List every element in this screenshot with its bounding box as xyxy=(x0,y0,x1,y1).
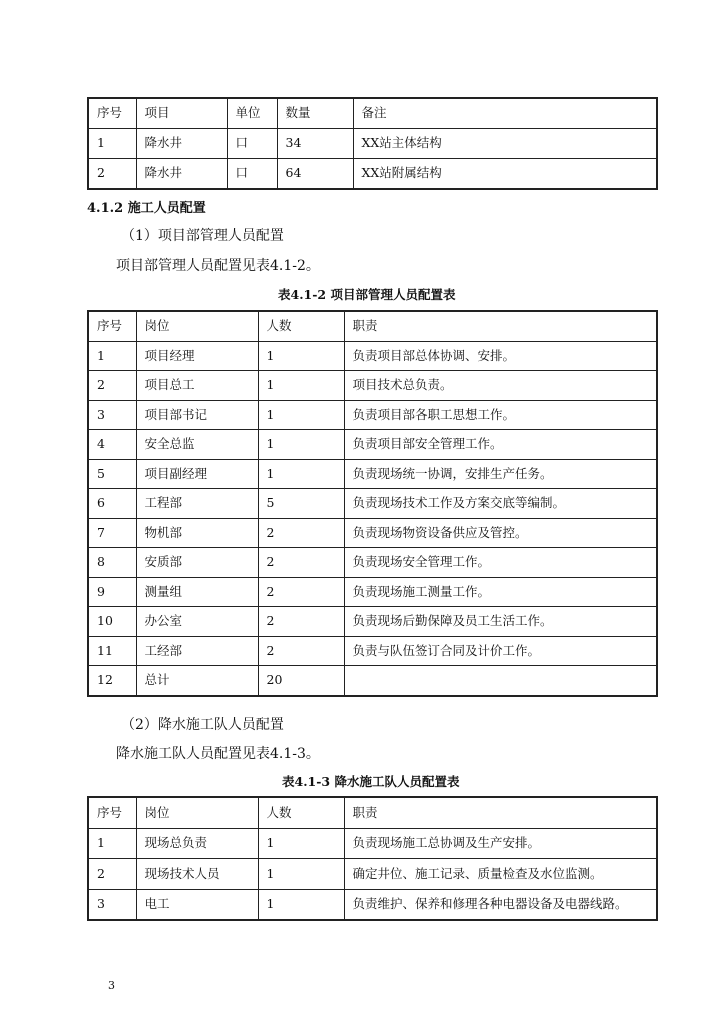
table-cell: 1 xyxy=(88,129,136,159)
table-cell: XX站主体结构 xyxy=(353,129,657,159)
table-row xyxy=(88,636,657,666)
table-cell: 安质部 xyxy=(136,548,258,578)
table-row xyxy=(88,577,657,607)
table-cell: 6 xyxy=(88,489,136,519)
table-cell: 总计 xyxy=(136,666,258,696)
table-cell: 1 xyxy=(258,889,344,920)
table-caption: 表4.1-2 项目部管理人员配置表 xyxy=(278,287,456,302)
header-cell: 项目 xyxy=(136,98,227,129)
table-row xyxy=(88,607,657,637)
table-cell: 1 xyxy=(258,459,344,489)
dewatering-team-table xyxy=(87,796,658,921)
table-caption: 表4.1-3 降水施工队人员配置表 xyxy=(282,774,460,789)
table-cell: 2 xyxy=(258,577,344,607)
table-cell: 4 xyxy=(88,430,136,460)
table-cell: 物机部 xyxy=(136,518,258,548)
table-cell: 负责与队伍签订合同及计价工作。 xyxy=(344,636,657,666)
table-cell: 34 xyxy=(277,129,353,159)
table-cell: 1 xyxy=(88,828,136,859)
table-cell: 负责现场统一协调，安排生产任务。 xyxy=(344,459,657,489)
header-cell: 人数 xyxy=(258,311,344,341)
page-number: 3 xyxy=(108,979,115,992)
management-staff-table xyxy=(87,310,658,697)
paragraph: 项目部管理人员配置见表4.1-2。 xyxy=(116,258,320,274)
table-cell: 项目经理 xyxy=(136,341,258,371)
table-cell: 1 xyxy=(258,341,344,371)
header-cell: 数量 xyxy=(277,98,353,129)
table-cell: 1 xyxy=(258,400,344,430)
header-cell: 岗位 xyxy=(136,797,258,828)
table-row xyxy=(88,889,657,920)
table-cell: 负责现场施工测量工作。 xyxy=(344,577,657,607)
table-cell: 7 xyxy=(88,518,136,548)
header-cell: 职责 xyxy=(344,797,657,828)
table-cell: 测量组 xyxy=(136,577,258,607)
header-cell: 备注 xyxy=(353,98,657,129)
table-row xyxy=(88,518,657,548)
table-row xyxy=(88,459,657,489)
table-row xyxy=(88,489,657,519)
table-row xyxy=(88,859,657,890)
table-cell: 2 xyxy=(258,548,344,578)
table-cell: 12 xyxy=(88,666,136,696)
header-cell: 职责 xyxy=(344,311,657,341)
table-cell: 2 xyxy=(88,159,136,190)
table-row xyxy=(88,828,657,859)
table-row xyxy=(88,400,657,430)
table-cell: 项目技术总负责。 xyxy=(344,371,657,401)
table-cell: 1 xyxy=(258,828,344,859)
table-cell: 2 xyxy=(258,607,344,637)
table-row xyxy=(88,129,657,159)
table-cell: 负责项目部总体协调、安排。 xyxy=(344,341,657,371)
table-cell: 安全总监 xyxy=(136,430,258,460)
table-cell: 负责项目部安全管理工作。 xyxy=(344,430,657,460)
table-cell: 10 xyxy=(88,607,136,637)
table-cell: 口 xyxy=(227,159,277,190)
table-cell: 降水井 xyxy=(136,159,227,190)
table-cell: 2 xyxy=(258,636,344,666)
header-cell: 岗位 xyxy=(136,311,258,341)
table-cell: 办公室 xyxy=(136,607,258,637)
table-cell: 64 xyxy=(277,159,353,190)
header-cell: 序号 xyxy=(88,98,136,129)
table-cell: 项目副经理 xyxy=(136,459,258,489)
table-cell: 1 xyxy=(258,859,344,890)
table-cell: 确定井位、施工记录、质量检查及水位监测。 xyxy=(344,859,657,890)
table-cell: 2 xyxy=(88,859,136,890)
table-cell: 负责现场技术工作及方案交底等编制。 xyxy=(344,489,657,519)
table-cell: 8 xyxy=(88,548,136,578)
table-cell: 负责项目部各职工思想工作。 xyxy=(344,400,657,430)
table-cell: 11 xyxy=(88,636,136,666)
well-table xyxy=(87,97,658,190)
header-cell: 人数 xyxy=(258,797,344,828)
table-cell: 工经部 xyxy=(136,636,258,666)
table-row xyxy=(88,371,657,401)
section-heading: 4.1.2 施工人员配置 xyxy=(87,201,206,216)
table-header-row xyxy=(88,98,657,129)
table-cell: 降水井 xyxy=(136,129,227,159)
table-cell: XX站附属结构 xyxy=(353,159,657,190)
table-cell: 5 xyxy=(258,489,344,519)
table-cell: 2 xyxy=(88,371,136,401)
header-cell: 单位 xyxy=(227,98,277,129)
subsection-title: （1）项目部管理人员配置 xyxy=(121,228,284,244)
table-cell: 负责现场施工总协调及生产安排。 xyxy=(344,828,657,859)
table-cell: 电工 xyxy=(136,889,258,920)
table-cell xyxy=(344,666,657,696)
table-cell: 负责现场安全管理工作。 xyxy=(344,548,657,578)
subsection-title: （2）降水施工队人员配置 xyxy=(121,717,284,733)
table-cell: 1 xyxy=(88,341,136,371)
table-cell: 3 xyxy=(88,400,136,430)
table-cell: 9 xyxy=(88,577,136,607)
table-row xyxy=(88,430,657,460)
table-header-row xyxy=(88,797,657,828)
table-row xyxy=(88,548,657,578)
table-cell: 负责现场后勤保障及员工生活工作。 xyxy=(344,607,657,637)
table-cell: 负责现场物资设备供应及管控。 xyxy=(344,518,657,548)
table-cell: 现场总负责 xyxy=(136,828,258,859)
table-cell: 项目部书记 xyxy=(136,400,258,430)
table-cell: 5 xyxy=(88,459,136,489)
header-cell: 序号 xyxy=(88,311,136,341)
table-cell: 现场技术人员 xyxy=(136,859,258,890)
table-cell: 20 xyxy=(258,666,344,696)
table-row xyxy=(88,666,657,696)
table-cell: 负责维护、保养和修理各种电器设备及电器线路。 xyxy=(344,889,657,920)
table-row xyxy=(88,159,657,190)
paragraph: 降水施工队人员配置见表4.1-3。 xyxy=(116,746,320,762)
table-cell: 2 xyxy=(258,518,344,548)
table-cell: 1 xyxy=(258,371,344,401)
table-cell: 1 xyxy=(258,430,344,460)
table-row xyxy=(88,341,657,371)
table-cell: 3 xyxy=(88,889,136,920)
header-cell: 序号 xyxy=(88,797,136,828)
table-cell: 口 xyxy=(227,129,277,159)
table-header-row xyxy=(88,311,657,341)
table-cell: 工程部 xyxy=(136,489,258,519)
table-cell: 项目总工 xyxy=(136,371,258,401)
